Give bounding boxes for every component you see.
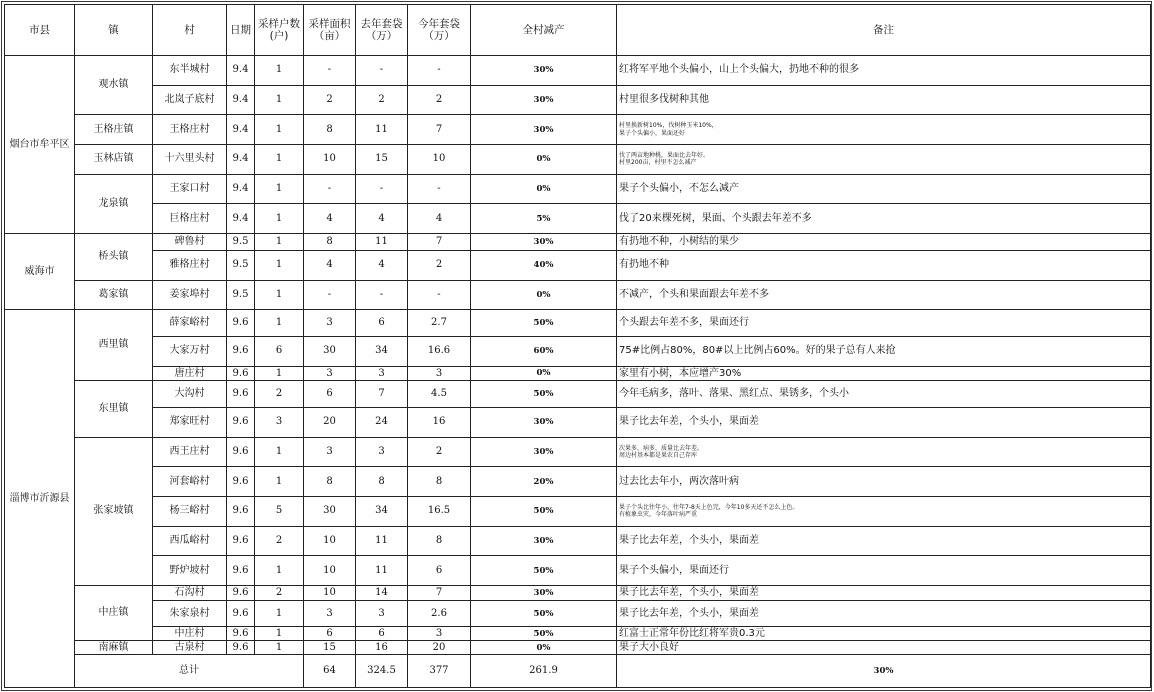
note-cell xyxy=(617,556,1151,586)
households-cell: 1 xyxy=(255,251,304,281)
header-households: 采样户数(户) xyxy=(255,5,304,56)
note-cell xyxy=(617,310,1151,337)
last-year-bags-cell: - xyxy=(356,174,408,204)
area-cell: 8 xyxy=(304,234,356,251)
last-year-bags-cell: 11 xyxy=(356,526,408,556)
apple-yield-survey-table xyxy=(4,4,1151,688)
this-year-bags-cell: 6 xyxy=(408,556,471,586)
note-cell xyxy=(617,407,1151,437)
table-row xyxy=(5,145,1151,175)
village-cell: 郑家旺村 xyxy=(153,407,227,437)
reduction-cell: 30% xyxy=(471,437,617,467)
table-row xyxy=(5,641,1151,655)
area-cell: 10 xyxy=(304,526,356,556)
households-cell: 1 xyxy=(255,627,304,641)
reduction-cell: 30% xyxy=(471,56,617,86)
note-cell xyxy=(617,526,1151,556)
note-line: 周边村基本都是果农自己存库 xyxy=(619,452,698,460)
date-cell: 9.6 xyxy=(227,497,255,527)
area-cell: 8 xyxy=(304,467,356,497)
total-reduction: 30% xyxy=(617,655,1151,688)
area-cell: 30 xyxy=(304,497,356,527)
reduction-cell: 0% xyxy=(471,280,617,310)
table-row xyxy=(5,526,1151,556)
this-year-bags-cell: - xyxy=(408,280,471,310)
this-year-bags-cell: 8 xyxy=(408,467,471,497)
households-cell: 1 xyxy=(255,556,304,586)
area-cell: 30 xyxy=(304,336,356,366)
area-cell: 3 xyxy=(304,366,356,381)
note-line: 有扔地不种 xyxy=(619,259,669,271)
date-cell: 9.5 xyxy=(227,251,255,281)
note-line: 有植象虫灾，今年落叶病严重 xyxy=(619,511,698,519)
households-cell: 1 xyxy=(255,234,304,251)
last-year-bags-cell: 11 xyxy=(356,234,408,251)
reduction-cell: 60% xyxy=(471,336,617,366)
this-year-bags-cell: 3 xyxy=(408,366,471,381)
area-cell: 8 xyxy=(304,115,356,145)
note-cell xyxy=(617,145,1151,175)
table-row xyxy=(5,586,1151,601)
area-cell: 3 xyxy=(304,600,356,627)
table-row xyxy=(5,467,1151,497)
households-cell: 1 xyxy=(255,437,304,467)
date-cell: 9.4 xyxy=(227,85,255,115)
village-cell: 十六里头村 xyxy=(153,145,227,175)
area-cell: 2 xyxy=(304,85,356,115)
date-cell: 9.6 xyxy=(227,526,255,556)
date-cell: 9.4 xyxy=(227,56,255,86)
note-line: 果子比去年差，个头小，果面差 xyxy=(619,535,759,547)
households-cell: 1 xyxy=(255,280,304,310)
reduction-cell: 50% xyxy=(471,627,617,641)
group-town: 葛家镇 xyxy=(75,280,153,310)
note-cell xyxy=(617,174,1151,204)
note-line: 果子比去年差，个头小，果面差 xyxy=(619,416,759,428)
last-year-bags-cell: 24 xyxy=(356,407,408,437)
reduction-cell: 50% xyxy=(471,381,617,408)
table-row xyxy=(5,204,1151,234)
total-this-year-bags: 261.9 xyxy=(471,655,617,688)
households-cell: 5 xyxy=(255,497,304,527)
date-cell: 9.5 xyxy=(227,280,255,310)
date-cell: 9.4 xyxy=(227,174,255,204)
note-cell xyxy=(617,234,1151,251)
last-year-bags-cell: 2 xyxy=(356,85,408,115)
this-year-bags-cell: 2 xyxy=(408,85,471,115)
last-year-bags-cell: 34 xyxy=(356,336,408,366)
note-cell xyxy=(617,204,1151,234)
village-cell: 大沟村 xyxy=(153,381,227,408)
households-cell: 1 xyxy=(255,366,304,381)
note-cell xyxy=(617,251,1151,281)
village-cell: 杨三峪村 xyxy=(153,497,227,527)
last-year-bags-cell: 6 xyxy=(356,310,408,337)
reduction-cell: 0% xyxy=(471,174,617,204)
households-cell: 1 xyxy=(255,600,304,627)
households-cell: 2 xyxy=(255,586,304,601)
area-cell: 6 xyxy=(304,381,356,408)
total-area: 324.5 xyxy=(356,655,408,688)
table-row xyxy=(5,437,1151,467)
reduction-cell: 30% xyxy=(471,407,617,437)
group-town: 西里镇 xyxy=(75,310,153,381)
area-cell: 4 xyxy=(304,251,356,281)
area-cell: - xyxy=(304,56,356,86)
note-line: 家里有小树，本应增产30% xyxy=(619,367,742,379)
table-row xyxy=(5,85,1151,115)
this-year-bags-cell: 10 xyxy=(408,145,471,175)
reduction-cell: 20% xyxy=(471,467,617,497)
header-area: 采样面积（亩） xyxy=(304,5,356,56)
header-row xyxy=(5,5,1151,56)
last-year-bags-cell: 4 xyxy=(356,251,408,281)
date-cell: 9.6 xyxy=(227,586,255,601)
this-year-bags-cell: 4.5 xyxy=(408,381,471,408)
note-line: 村里换新树10%，伐树种玉米10%， xyxy=(619,122,718,130)
group-city: 烟台市牟平区 xyxy=(5,56,75,234)
last-year-bags-cell: - xyxy=(356,280,408,310)
households-cell: 1 xyxy=(255,174,304,204)
this-year-bags-cell: 3 xyxy=(408,627,471,641)
last-year-bags-cell: - xyxy=(356,56,408,86)
households-cell: 1 xyxy=(255,85,304,115)
village-cell: 王格庄村 xyxy=(153,115,227,145)
this-year-bags-cell: 16 xyxy=(408,407,471,437)
date-cell: 9.6 xyxy=(227,366,255,381)
area-cell: 20 xyxy=(304,407,356,437)
this-year-bags-cell: 4 xyxy=(408,204,471,234)
reduction-cell: 30% xyxy=(471,526,617,556)
table-row xyxy=(5,56,1151,86)
village-cell: 古泉村 xyxy=(153,641,227,655)
note-cell xyxy=(617,641,1151,655)
group-city: 威海市 xyxy=(5,234,75,310)
last-year-bags-cell: 16 xyxy=(356,641,408,655)
note-cell xyxy=(617,437,1151,467)
last-year-bags-cell: 7 xyxy=(356,381,408,408)
this-year-bags-cell: 2.7 xyxy=(408,310,471,337)
village-cell: 大家万村 xyxy=(153,336,227,366)
date-cell: 9.6 xyxy=(227,467,255,497)
note-line: 果子个头偏小，果面还行 xyxy=(619,564,729,576)
note-line: 村里很多伐树种其他 xyxy=(619,94,709,106)
note-line: 次果多，病多，质量比去年差。 xyxy=(619,444,704,452)
date-cell: 9.6 xyxy=(227,336,255,366)
village-cell: 石沟村 xyxy=(153,586,227,601)
header-city: 市县 xyxy=(5,5,75,56)
households-cell: 6 xyxy=(255,336,304,366)
reduction-cell: 50% xyxy=(471,310,617,337)
this-year-bags-cell: 16.5 xyxy=(408,497,471,527)
table-row xyxy=(5,407,1151,437)
note-cell xyxy=(617,467,1151,497)
note-line: 过去比去年小，两次落叶病 xyxy=(619,475,739,487)
header-this-year-bags: 今年套袋（万） xyxy=(408,5,471,56)
note-line: 伐了两亩地种桃，果面比去年好。 xyxy=(619,151,710,159)
reduction-cell: 30% xyxy=(471,85,617,115)
note-line: 红将军平地个头偏小，山上个头偏大，扔地不种的很多 xyxy=(619,64,859,76)
households-cell: 1 xyxy=(255,467,304,497)
note-cell xyxy=(617,336,1151,366)
village-cell: 唐庄村 xyxy=(153,366,227,381)
note-line: 今年毛病多，落叶、落果、黑红点、果锈多，个头小 xyxy=(619,388,849,400)
households-cell: 1 xyxy=(255,641,304,655)
date-cell: 9.6 xyxy=(227,437,255,467)
households-cell: 1 xyxy=(255,56,304,86)
village-cell: 王家口村 xyxy=(153,174,227,204)
reduction-cell: 50% xyxy=(471,600,617,627)
this-year-bags-cell: 20 xyxy=(408,641,471,655)
area-cell: - xyxy=(304,280,356,310)
note-line: 伐了20来棵死树，果面、个头跟去年差不多 xyxy=(619,212,812,224)
area-cell: 3 xyxy=(304,437,356,467)
village-cell: 巨格庄村 xyxy=(153,204,227,234)
note-line: 有扔地不种，小树结的果少 xyxy=(619,236,739,248)
village-cell: 薛家峪村 xyxy=(153,310,227,337)
date-cell: 9.6 xyxy=(227,627,255,641)
group-city: 淄博市沂源县 xyxy=(5,310,75,688)
header-date: 日期 xyxy=(227,5,255,56)
table-row xyxy=(5,366,1151,381)
last-year-bags-cell: 3 xyxy=(356,366,408,381)
table-row xyxy=(5,251,1151,281)
this-year-bags-cell: 2 xyxy=(408,251,471,281)
village-cell: 朱家泉村 xyxy=(153,600,227,627)
date-cell: 9.6 xyxy=(227,407,255,437)
header-town: 镇 xyxy=(75,5,153,56)
village-cell: 西王庄村 xyxy=(153,437,227,467)
date-cell: 9.4 xyxy=(227,115,255,145)
note-line: 村里200亩，村里不怎么减产 xyxy=(619,159,697,167)
area-cell: 10 xyxy=(304,556,356,586)
group-town: 张家坡镇 xyxy=(75,437,153,585)
this-year-bags-cell: 16.6 xyxy=(408,336,471,366)
this-year-bags-cell: - xyxy=(408,56,471,86)
note-line: 果子比去年差，个头小，果面差 xyxy=(619,607,759,619)
this-year-bags-cell: - xyxy=(408,174,471,204)
area-cell: 10 xyxy=(304,586,356,601)
village-cell: 中庄村 xyxy=(153,627,227,641)
total-last-year-bags: 377 xyxy=(408,655,471,688)
group-town: 东里镇 xyxy=(75,381,153,437)
area-cell: - xyxy=(304,174,356,204)
table-row xyxy=(5,497,1151,527)
village-cell: 北岚子底村 xyxy=(153,85,227,115)
note-cell xyxy=(617,56,1151,86)
group-town: 玉林店镇 xyxy=(75,145,153,175)
note-line: 果子比去年差，个头小，果面差 xyxy=(619,587,759,599)
village-cell: 野炉坡村 xyxy=(153,556,227,586)
households-cell: 1 xyxy=(255,310,304,337)
note-line: 个头跟去年差不多，果面还行 xyxy=(619,317,749,329)
note-cell xyxy=(617,586,1151,601)
group-town: 王格庄镇 xyxy=(75,115,153,145)
households-cell: 1 xyxy=(255,204,304,234)
reduction-cell: 30% xyxy=(471,586,617,601)
note-cell xyxy=(617,627,1151,641)
group-town: 中庄镇 xyxy=(75,586,153,641)
table-row xyxy=(5,280,1151,310)
table-row xyxy=(5,600,1151,627)
note-cell xyxy=(617,280,1151,310)
village-cell: 东半城村 xyxy=(153,56,227,86)
table-row xyxy=(5,381,1151,408)
group-town: 龙泉镇 xyxy=(75,174,153,233)
households-cell: 3 xyxy=(255,407,304,437)
date-cell: 9.6 xyxy=(227,600,255,627)
table-row xyxy=(5,115,1151,145)
table-row xyxy=(5,556,1151,586)
note-cell xyxy=(617,600,1151,627)
table-row xyxy=(5,234,1151,251)
date-cell: 9.6 xyxy=(227,556,255,586)
last-year-bags-cell: 11 xyxy=(356,115,408,145)
group-town: 桥头镇 xyxy=(75,234,153,281)
this-year-bags-cell: 7 xyxy=(408,586,471,601)
table-row xyxy=(5,310,1151,337)
this-year-bags-cell: 2 xyxy=(408,437,471,467)
area-cell: 6 xyxy=(304,627,356,641)
village-cell: 碑鲁村 xyxy=(153,234,227,251)
header-reduction: 全村减产 xyxy=(471,5,617,56)
reduction-cell: 50% xyxy=(471,556,617,586)
table-row xyxy=(5,627,1151,641)
note-line: 红富士正常年份比红将军贵0.3元 xyxy=(619,627,765,639)
this-year-bags-cell: 7 xyxy=(408,234,471,251)
note-line: 果子大小良好 xyxy=(619,641,679,653)
area-cell: 15 xyxy=(304,641,356,655)
header-last-year-bags: 去年套袋（万） xyxy=(356,5,408,56)
last-year-bags-cell: 11 xyxy=(356,556,408,586)
note-cell xyxy=(617,85,1151,115)
total-label: 总计 xyxy=(75,655,304,688)
date-cell: 9.4 xyxy=(227,145,255,175)
this-year-bags-cell: 7 xyxy=(408,115,471,145)
last-year-bags-cell: 34 xyxy=(356,497,408,527)
households-cell: 2 xyxy=(255,526,304,556)
total-row xyxy=(5,655,1151,688)
note-line: 75#比例占80%，80#以上比例占60%。好的果子总有人来抢 xyxy=(619,345,896,357)
last-year-bags-cell: 3 xyxy=(356,600,408,627)
reduction-cell: 40% xyxy=(471,251,617,281)
note-line: 果子个头比往年小，往年7-8天上色完，今年10多天还不怎么上色。 xyxy=(619,503,799,511)
households-cell: 1 xyxy=(255,115,304,145)
village-cell: 河套峪村 xyxy=(153,467,227,497)
note-cell xyxy=(617,115,1151,145)
area-cell: 10 xyxy=(304,145,356,175)
area-cell: 4 xyxy=(304,204,356,234)
this-year-bags-cell: 2.6 xyxy=(408,600,471,627)
last-year-bags-cell: 8 xyxy=(356,467,408,497)
households-cell: 1 xyxy=(255,145,304,175)
last-year-bags-cell: 4 xyxy=(356,204,408,234)
last-year-bags-cell: 3 xyxy=(356,437,408,467)
households-cell: 2 xyxy=(255,381,304,408)
reduction-cell: 5% xyxy=(471,204,617,234)
date-cell: 9.4 xyxy=(227,204,255,234)
group-town: 南麻镇 xyxy=(75,641,153,655)
this-year-bags-cell: 8 xyxy=(408,526,471,556)
reduction-cell: 0% xyxy=(471,145,617,175)
village-cell: 西瓜峪村 xyxy=(153,526,227,556)
date-cell: 9.6 xyxy=(227,381,255,408)
header-note: 备注 xyxy=(617,5,1151,56)
note-line: 果子个头偏小，果面还好 xyxy=(619,129,686,137)
table-row xyxy=(5,336,1151,366)
note-line: 果子个头偏小，不怎么减产 xyxy=(619,183,739,195)
last-year-bags-cell: 6 xyxy=(356,627,408,641)
reduction-cell: 50% xyxy=(471,497,617,527)
note-cell xyxy=(617,381,1151,408)
group-town: 观水镇 xyxy=(75,56,153,115)
date-cell: 9.6 xyxy=(227,641,255,655)
village-cell: 姜家埠村 xyxy=(153,280,227,310)
date-cell: 9.5 xyxy=(227,234,255,251)
note-cell xyxy=(617,366,1151,381)
header-village: 村 xyxy=(153,5,227,56)
reduction-cell: 0% xyxy=(471,641,617,655)
reduction-cell: 0% xyxy=(471,366,617,381)
village-cell: 雅格庄村 xyxy=(153,251,227,281)
reduction-cell: 30% xyxy=(471,234,617,251)
reduction-cell: 30% xyxy=(471,115,617,145)
table-row xyxy=(5,174,1151,204)
note-cell xyxy=(617,497,1151,527)
last-year-bags-cell: 14 xyxy=(356,586,408,601)
date-cell: 9.6 xyxy=(227,310,255,337)
note-line: 不减产，个头和果面跟去年差不多 xyxy=(619,289,769,301)
total-households: 64 xyxy=(304,655,356,688)
area-cell: 3 xyxy=(304,310,356,337)
last-year-bags-cell: 15 xyxy=(356,145,408,175)
